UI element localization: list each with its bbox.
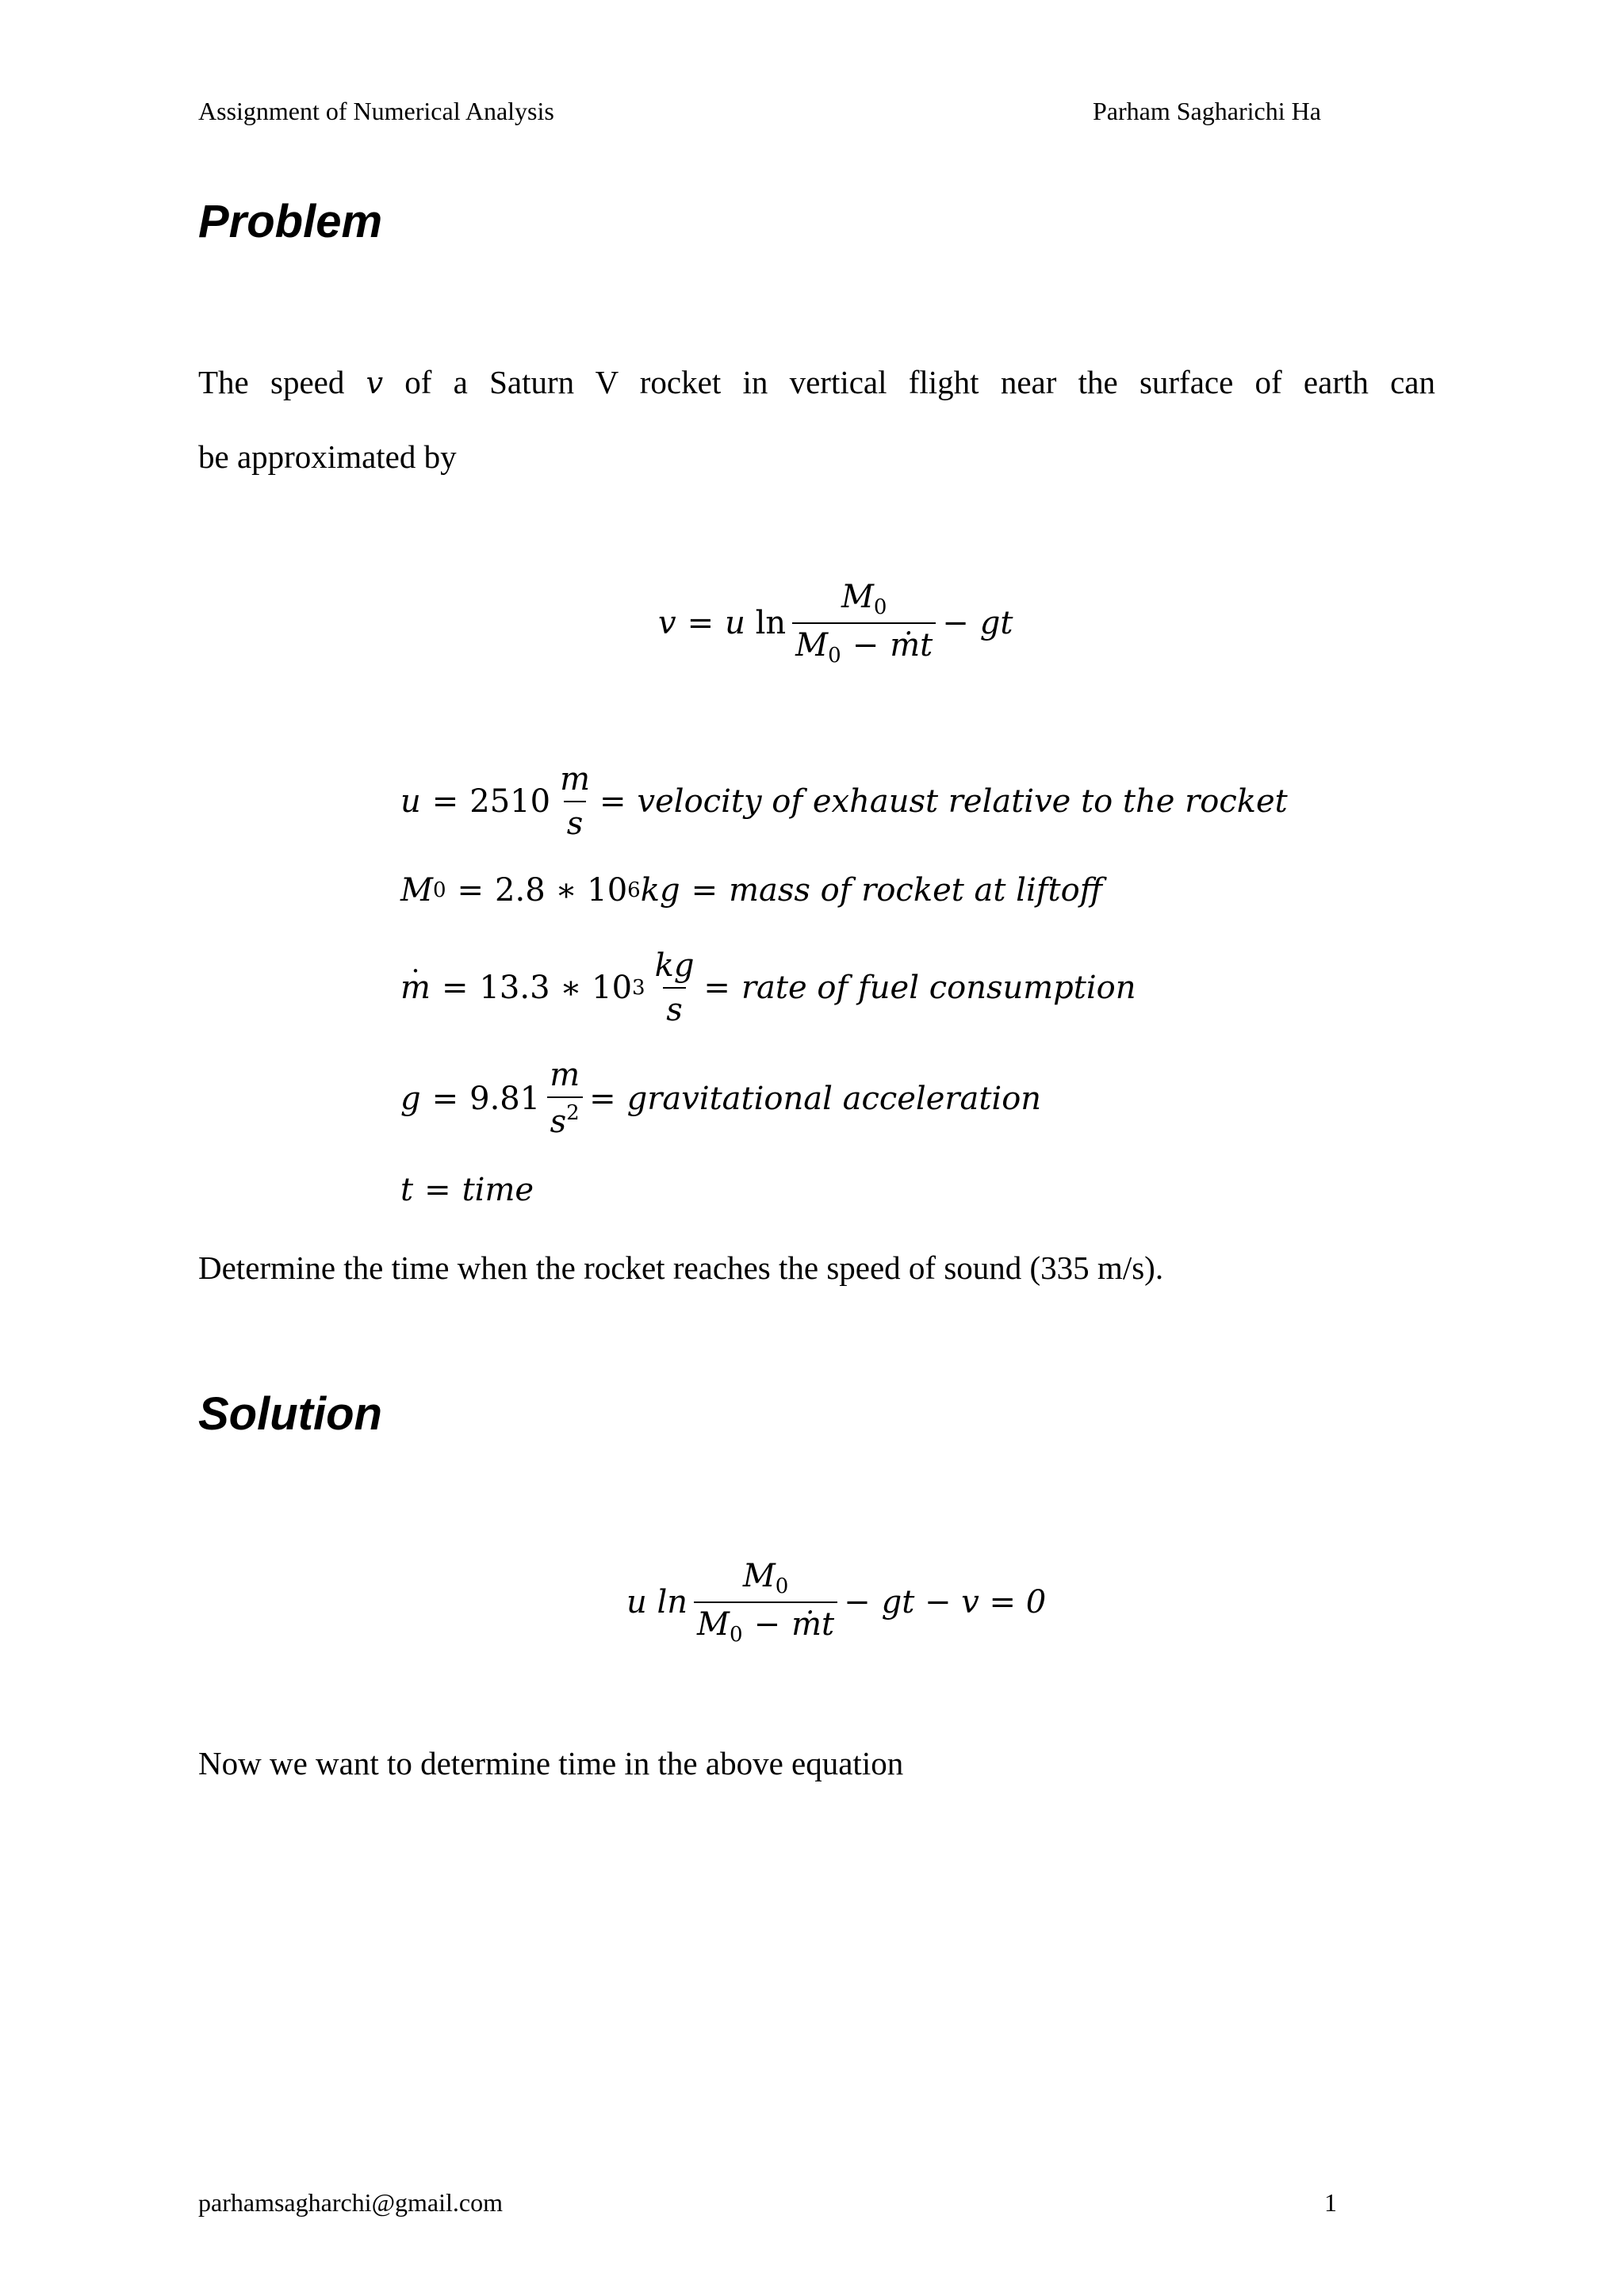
problem-question: Determine the time when the rocket reaches the speed of sound (335 m/s).	[198, 1249, 1164, 1286]
header-title: Assignment of Numerical Analysis	[198, 97, 554, 125]
footer-email: parhamsagharchi@gmail.com	[198, 2188, 503, 2217]
mass-ratio-fraction: $\frac{M_0}{M_0 - ṁt}$	[792, 579, 936, 668]
definition-g: g = 9.81 $\frac{m}{s^2}$ = gravitational acceleration	[400, 1057, 1042, 1140]
solution-text: Now we want to determine time in the above equation	[198, 1745, 904, 1781]
problem-heading: Problem	[198, 196, 383, 247]
solution-heading: Solution	[198, 1388, 382, 1440]
definition-u: u = 2510 $\frac{m}{s}$ = velocity of exhaust relative to the rocket	[400, 761, 1288, 842]
page-number: 1	[1324, 2188, 1337, 2217]
solution-equation: u ln $\frac{M_0}{M_0 - ṁt}$ − gt − v = 0	[626, 1558, 1047, 1647]
definition-t: t = time	[400, 1172, 534, 1208]
problem-intro-line2: be approximated by	[198, 438, 457, 475]
solution-mass-ratio-fraction: $\frac{M_0}{M_0 - ṁt}$	[694, 1558, 837, 1647]
problem-intro-line1: The speed v of a Saturn V rocket in vertical flight near the surface of earth can	[198, 364, 1436, 400]
definition-m0: M 0 = 2.8 ∗ 10 6 kg = mass of rocket at liftoff	[400, 872, 1103, 909]
velocity-equation: v = u ln $\frac{M_0}{M_0 - ṁt}$ − gt	[658, 579, 1013, 668]
definition-mdot: m · = 13.3 ∗ 10 3 $\frac{kg}{s}$ = rate of fuel consumption	[400, 947, 1136, 1028]
variable-v: v	[366, 365, 384, 400]
header-author: Parham Sagharichi Ha	[1093, 97, 1321, 125]
